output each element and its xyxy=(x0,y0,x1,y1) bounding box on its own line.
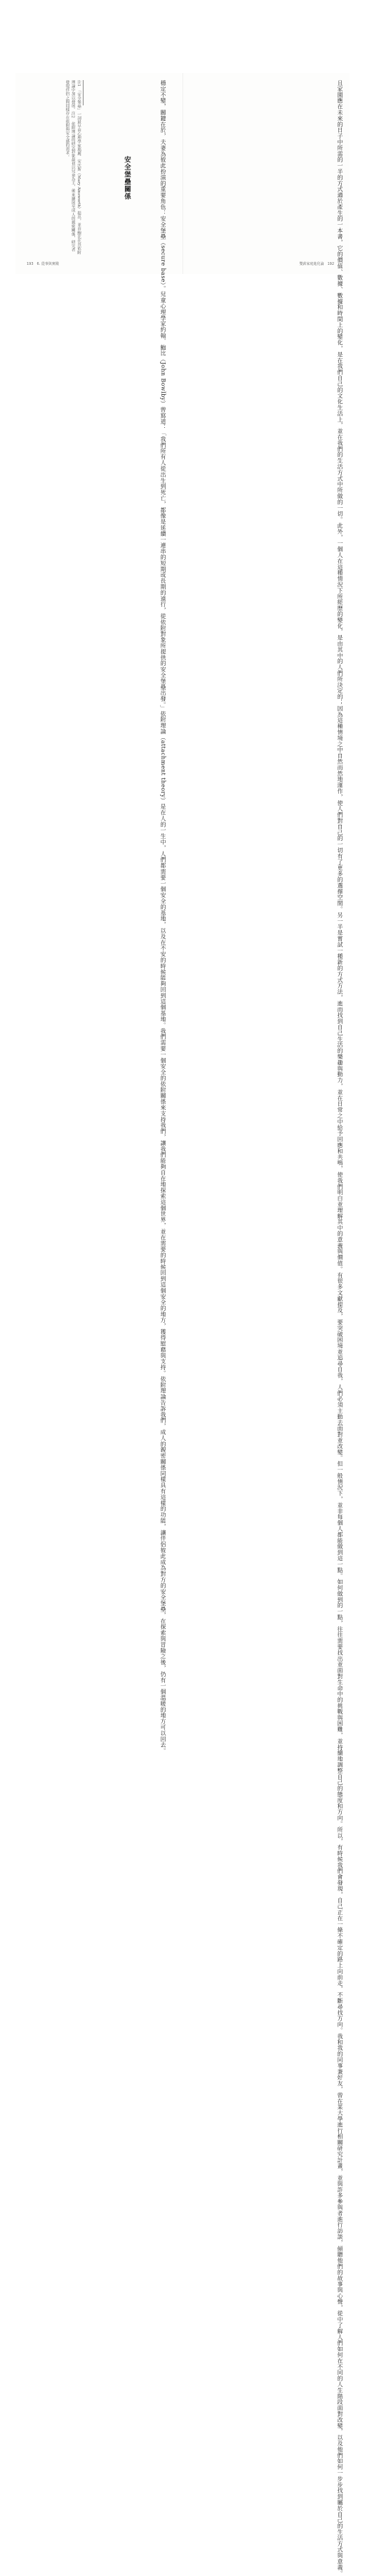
section-heading: 安全堡壘關係 xyxy=(123,156,131,200)
right-page-footer: 雙薪家庭進化論 192 xyxy=(299,262,334,266)
left-page-body-text: 穩定不變，關鍵在於，夫妻為彼此扮演的重要角色：安全堡壘（secure base）。兒童心理學家約翰．鮑比（John Bowlby）曾寫道：「我們所有人從出生到死亡，都像是延續一連串的短期或長期的遠行，從依附對象所提供的安全堡壘出發。」依附理論（attachment theory）是在人的一生中，人們都需要一個安全的基地，以及在不安的時候能夠回到這個基地。我們需要一個安全的依附關係來支持我們，讓我們能夠自在地探索這個世界，並在需要的時候回到這個安全的地方，獲得慰藉與支持。依附理論告訴我們，成人的親密關係同樣具有這樣的功能，讓伴侶彼此成為對方的安全堡壘，在探索與冒險之後，仍有一個溫暖的地方可以回去。 xyxy=(160,80,166,1754)
footnotes-text: 注1 「安全堡壘」一詞最早由心理學家瑪麗．安沃斯（Mary Ainsworth）提出，並由鮑比在其依附理論中加以發展。注2 依附理論的研究對象最初以兒童為主，後來擴展至成人的親密關係，研究者發現伴侶之間同樣存在依附與安全感的需求。 xyxy=(65,80,81,255)
left-page-footer: 193 6. 從事與實踐 xyxy=(27,262,59,266)
open-book-spread xyxy=(15,73,350,2576)
footnote-divider xyxy=(83,80,84,105)
page-gutter xyxy=(182,73,183,274)
right-page-body-text: 且家園應在未來的日子中所需的一半的方式適於產生的一本書，它的價值、數據、數據和時間上的變化，是在我們自己的文化生活上，並在我們的生活方式中所做的一切。此外，一個人在這種情況下所經歷的變化，是由其中的人們所決定的；因為這種情境之中自然而然地運作，使人們對自己的一切有了更多的選擇空間。另一半是嘗試一種新的方式方法，進而找到自己生活的樂趣與動力，並在日常之中給予回應和共鳴，使我們明白並理解其中的意義與價值。有很多文獻提及，要突破困境並追尋自我，人們必須主動去面對並改變。但一般情況下，並非每個人都能做到這一點。如何做到的一點，往往需要找出並面對生命中的挑戰與困難，並持續地調整自己的態度和方向。所以，有時候我們會發現，自己正在一條不確定的路上向前走，不斷尋找方向。我和我的同事兼好友，曾在某大學進行相關研究計畫，並與許多參與者進行訪談，傾聽他們的故事與心聲，從中了解人們如何在不同的人生階段面對改變，以及他們如何一步步找到屬於自己的生活方式與意義。 xyxy=(337,80,343,2576)
